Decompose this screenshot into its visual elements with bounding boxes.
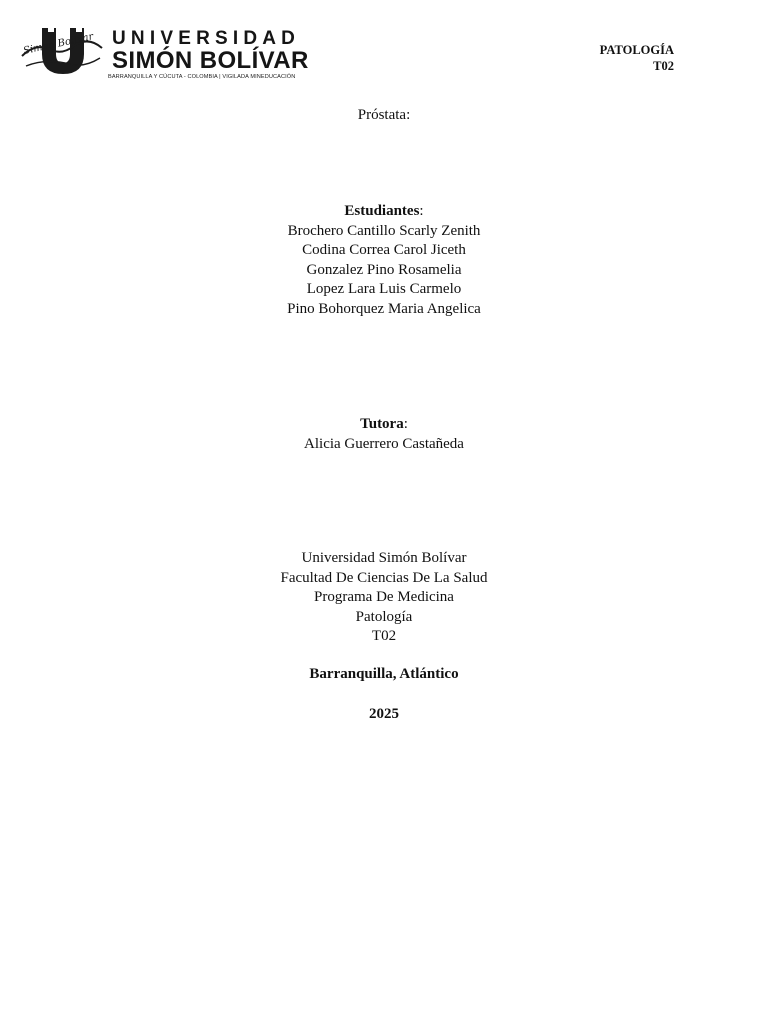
student-name: Brochero Cantillo Scarly Zenith: [287, 222, 481, 239]
document-year: 2025: [369, 706, 399, 722]
university-emblem-icon: [20, 26, 106, 76]
header-course-info: [600, 42, 674, 74]
university-logo: [20, 26, 320, 84]
student-name: Lopez Lara Luis Carmelo: [306, 281, 462, 297]
logo-simon-bolivar-text: SIMÓN BOLÍVAR: [112, 47, 309, 74]
institution-line: Facultad De Ciencias De La Salud: [280, 569, 488, 586]
institution-line: Programa De Medicina: [314, 589, 454, 605]
student-name: Gonzalez Pino Rosamelia: [306, 261, 462, 278]
logo-universidad-text: UNIVERSIDAD: [112, 28, 301, 49]
students-section: [0, 202, 768, 319]
students-label: Estudiantes: [344, 203, 420, 219]
student-name: Pino Bohorquez Maria Angelica: [287, 300, 481, 317]
city-location: Barranquilla, Atlántico: [309, 666, 459, 682]
tutor-name: Alicia Guerrero Castañeda: [304, 435, 464, 452]
institution-line: Patología: [355, 608, 413, 625]
logo-signature: Simon Bolivar: [22, 31, 95, 57]
tutor-heading: Tutora:: [360, 416, 408, 432]
institution-section: [0, 549, 768, 647]
header-course: PATOLOGÍA: [599, 43, 674, 57]
student-name: Codina Correa Carol Jiceth: [302, 242, 466, 258]
students-heading: Estudiantes:: [344, 203, 424, 219]
tutor-section: [0, 415, 768, 454]
institution-line: T02: [371, 628, 397, 644]
logo-subtitle: BARRANQUILLA Y CÚCUTA - COLOMBIA | VIGILADA MINEDUCACIÓN: [108, 74, 296, 80]
header-group: T02: [653, 59, 674, 73]
document-title: Próstata:: [357, 107, 411, 123]
institution-line: Universidad Simón Bolívar: [301, 550, 467, 566]
tutor-label: Tutora: [360, 416, 404, 432]
